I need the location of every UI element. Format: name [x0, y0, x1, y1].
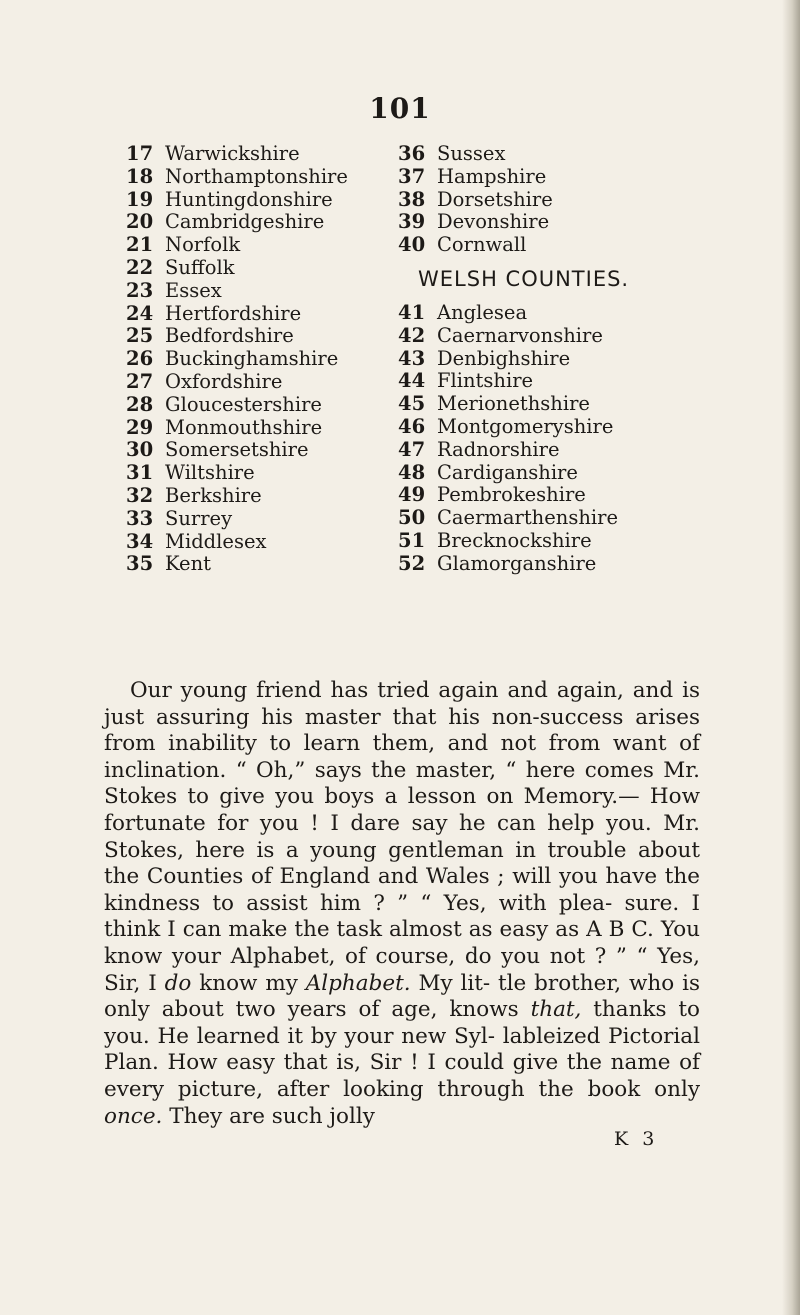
- county-row: [126, 189, 348, 212]
- county-row: [126, 211, 348, 234]
- county-name: Cardiganshire: [437, 460, 578, 484]
- county-row: [398, 439, 629, 462]
- county-name: Hertfordshire: [165, 301, 302, 325]
- county-number: 43: [398, 346, 426, 370]
- county-row: [126, 371, 348, 394]
- county-row: [398, 348, 629, 371]
- county-number: 50: [398, 506, 426, 530]
- county-row: [398, 302, 629, 325]
- signature-mark: K 3: [614, 1128, 659, 1150]
- county-row: [398, 484, 629, 507]
- county-name: Montgomeryshire: [437, 414, 614, 438]
- county-name: Cornwall: [437, 233, 527, 257]
- text-run: know my: [191, 970, 306, 996]
- body-text: [104, 678, 700, 1130]
- county-number: 27: [126, 369, 154, 393]
- county-number: 38: [398, 187, 426, 211]
- county-number: 28: [126, 392, 154, 416]
- county-row: [126, 348, 348, 371]
- text-run: Our young friend has tried again and again, and is just assuring his master that his non-success arises from inability to learn them, and not from want of inclination. “ Oh,” says the master, “ here comes Mr. Stokes to give you boys a lesson on Memory.— How fortunate for you ! I dare say he can help you. Mr. Stokes, here is a young gentleman in trouble about the Counties of England and Wales ; will you have the kindness to assist him ? ” “ Yes, with plea- sure. I think I can make the task almost as easy as A B C. You know your Alphabet, of course, do you not ? ” “ Yes, Sir, I: [104, 678, 700, 996]
- text-run: They are such jolly: [162, 1103, 375, 1129]
- county-number: 37: [398, 164, 426, 188]
- county-number: 44: [398, 369, 426, 393]
- county-name: Caermarthenshire: [437, 506, 619, 530]
- page-number: 101: [369, 92, 431, 125]
- county-name: Wiltshire: [165, 461, 255, 485]
- county-number: 24: [126, 301, 154, 325]
- county-name: Somersetshire: [165, 438, 309, 462]
- county-name: Warwickshire: [165, 142, 300, 165]
- county-row: [126, 143, 348, 166]
- county-row: [398, 416, 629, 439]
- county-row: [126, 531, 348, 554]
- italic-text: Alphabet.: [305, 970, 411, 996]
- welsh-counties-heading: WELSH COUNTIES.: [418, 266, 630, 291]
- county-row: [398, 189, 629, 212]
- county-number: 30: [126, 438, 154, 462]
- county-number: 23: [126, 278, 154, 302]
- county-row: [126, 439, 348, 462]
- county-name: Denbighshire: [437, 346, 571, 370]
- county-name: Berkshire: [165, 483, 262, 507]
- county-name: Brecknockshire: [437, 528, 592, 552]
- county-name: Northamptonshire: [165, 164, 348, 188]
- county-name: Devonshire: [437, 210, 550, 234]
- page-edge-shadow: [782, 0, 800, 1315]
- county-name: Caernarvonshire: [437, 323, 603, 347]
- county-number: 47: [398, 437, 426, 461]
- county-name: Norfolk: [165, 233, 241, 257]
- county-number: 19: [126, 187, 154, 211]
- county-row: [126, 508, 348, 531]
- italic-text: do: [164, 970, 192, 996]
- county-number: 51: [398, 528, 426, 552]
- county-name: Sussex: [437, 142, 506, 165]
- county-name: Glamorganshire: [437, 551, 597, 575]
- county-name: Cambridgeshire: [165, 210, 325, 234]
- county-number: 52: [398, 551, 426, 575]
- county-name: Hampshire: [437, 164, 547, 188]
- county-row: [398, 462, 629, 485]
- italic-text: once.: [104, 1103, 163, 1129]
- county-name: Pembrokeshire: [437, 483, 586, 507]
- county-row: [126, 234, 348, 257]
- county-number: 18: [126, 164, 154, 188]
- county-row: [398, 370, 629, 393]
- county-row: [126, 325, 348, 348]
- county-row: [126, 417, 348, 440]
- county-number: 34: [126, 529, 154, 553]
- county-row: [126, 280, 348, 303]
- county-name: Merionethshire: [437, 392, 590, 416]
- county-number: 21: [126, 233, 154, 257]
- county-row: [126, 303, 348, 326]
- italic-text: that,: [530, 997, 582, 1023]
- county-row: [398, 553, 629, 576]
- county-number: 40: [398, 233, 426, 257]
- county-number: 35: [126, 552, 154, 576]
- county-name: Suffolk: [165, 255, 235, 279]
- county-row: [398, 211, 629, 234]
- county-name: Middlesex: [165, 529, 267, 553]
- county-row: [398, 393, 629, 416]
- county-number: 17: [126, 142, 154, 165]
- county-number: 31: [126, 461, 154, 485]
- paragraph: [104, 678, 700, 1130]
- welsh-counties-list: [398, 302, 629, 576]
- county-number: 20: [126, 210, 154, 234]
- county-row: [398, 234, 629, 257]
- text-run: thanks to you. He learned it by your new Syl- lableized Pictorial Plan. How easy that is, Sir ! I could give the name of every picture, after looking through the book only: [104, 997, 701, 1102]
- county-row: [126, 166, 348, 189]
- county-number: 39: [398, 210, 426, 234]
- counties-list-right: [398, 143, 629, 576]
- county-name: Flintshire: [437, 369, 534, 393]
- county-name: Essex: [165, 278, 222, 302]
- english-counties-list-left: [126, 143, 348, 576]
- county-row: [126, 553, 348, 576]
- county-number: 32: [126, 483, 154, 507]
- county-row: [126, 394, 348, 417]
- county-name: Surrey: [165, 506, 233, 530]
- county-number: 33: [126, 506, 154, 530]
- county-row: [126, 257, 348, 280]
- county-row: [398, 166, 629, 189]
- county-name: Buckinghamshire: [165, 347, 339, 371]
- county-number: 46: [398, 414, 426, 438]
- county-number: 41: [398, 300, 426, 324]
- county-number: 49: [398, 483, 426, 507]
- county-name: Huntingdonshire: [165, 187, 333, 211]
- county-row: [398, 143, 629, 166]
- county-number: 25: [126, 324, 154, 348]
- county-row: [126, 485, 348, 508]
- county-row: [398, 507, 629, 530]
- county-number: 36: [398, 142, 426, 165]
- county-name: Oxfordshire: [165, 369, 283, 393]
- county-name: Radnorshire: [437, 437, 560, 461]
- county-name: Monmouthshire: [165, 415, 323, 439]
- county-number: 22: [126, 255, 154, 279]
- county-number: 42: [398, 323, 426, 347]
- county-number: 45: [398, 392, 426, 416]
- county-name: Dorsetshire: [437, 187, 553, 211]
- county-row: [126, 462, 348, 485]
- county-row: [398, 530, 629, 553]
- county-number: 48: [398, 460, 426, 484]
- county-number: 29: [126, 415, 154, 439]
- english-counties-list-right: [398, 143, 629, 257]
- county-name: Gloucestershire: [165, 392, 322, 416]
- county-name: Anglesea: [437, 300, 528, 324]
- county-name: Bedfordshire: [165, 324, 294, 348]
- county-number: 26: [126, 347, 154, 371]
- county-row: [398, 325, 629, 348]
- county-name: Kent: [165, 552, 211, 576]
- text-run: My lit- tle brother, who is only about two years of age, knows: [104, 970, 700, 1023]
